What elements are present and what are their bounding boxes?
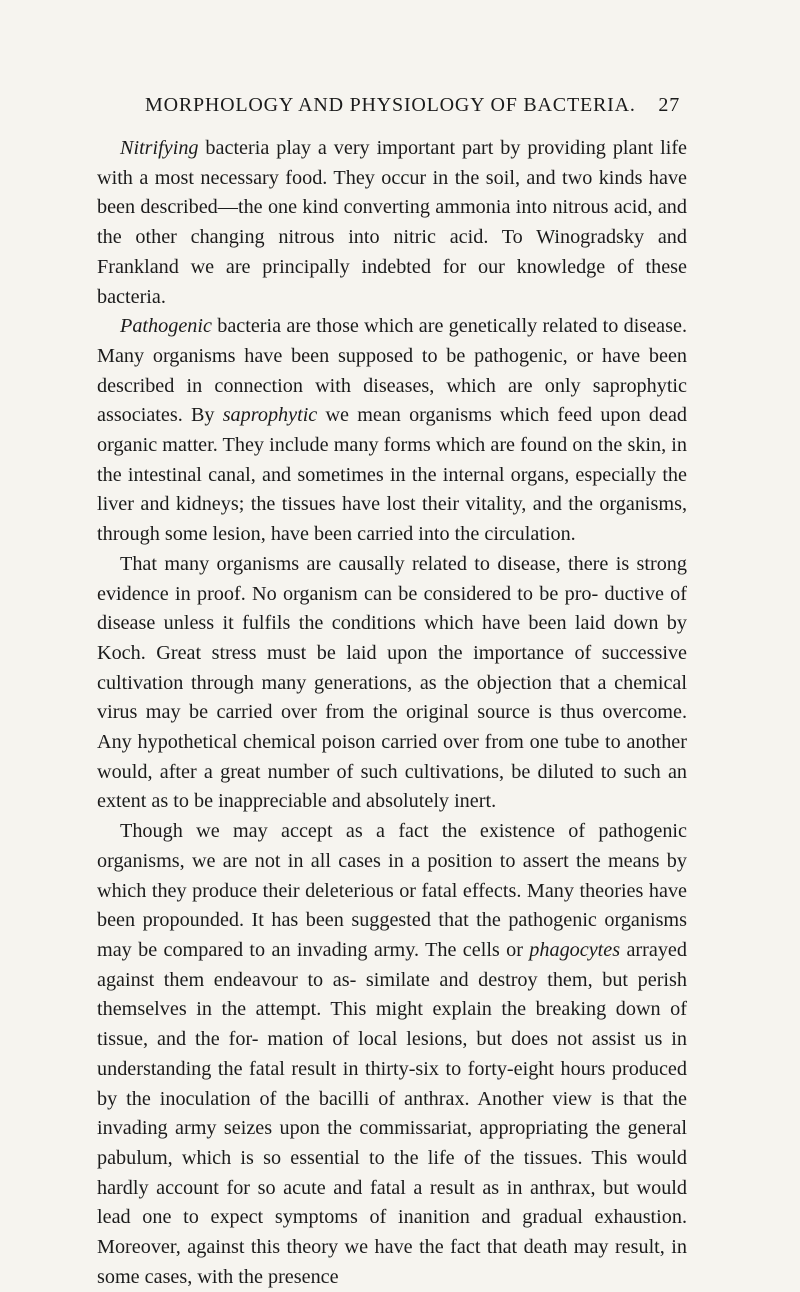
paragraph-text: Though we may accept as a fact the existence of pathogenic organisms, we are not in all cases in a position to assert the means by which they produce their deleterious or fatal effects. Many theories have been propounded. It has been suggested that the pathogenic organisms may be compared to an invading army. The cells or xyxy=(97,820,687,961)
paragraph-text: we mean organisms which feed upon dead organic matter. They include many forms which are found on the skin, in the intestinal canal, and sometimes in the internal organs, especially the liver and kidneys; the tissues have lost their vitality, and the organisms, through some lesion, have been carried into the circulation. xyxy=(97,404,688,546)
term-saprophytic: saprophytic xyxy=(222,404,318,427)
paragraph-text: That many organisms are causally related to disease, there is strong evidence in proof. No organism can be considered to be pro- ductive of disease unless it fulfils the conditions which have been laid down by Koch. Great stress must be laid upon the importance of successive cultivation through many generations, as the objection that a chemical virus may be carried over from the original source is thus overcome. Any hypothetical chemical poison carried over from one tube to another would, after a great number of such cultivations, be diluted to such an extent as to be inappreciable and absolutely inert. xyxy=(97,552,687,813)
term-phagocytes: phagocytes xyxy=(529,938,621,961)
paragraph-pathogenic xyxy=(97,312,687,550)
term-pathogenic: Pathogenic xyxy=(120,315,212,338)
term-nitrifying: Nitrifying xyxy=(120,137,199,159)
page-number: 27 xyxy=(658,94,680,116)
paragraph-nitrifying xyxy=(97,134,687,312)
body-text xyxy=(97,134,687,1292)
paragraph-theories xyxy=(97,817,687,1292)
running-head-title: MORPHOLOGY AND PHYSIOLOGY OF BACTERIA. xyxy=(145,94,636,116)
paragraph-text: arrayed against them endeavour to as- similate and destroy them, but perish themselves in the attempt. This might explain the breaking down of tissue, and the for- mation of local lesions, but does not assist us in understanding the fatal result in thirty-six to forty-eight hours produced by the inoculation of the bacilli of anthrax. Another view is that the invading army seizes upon the commissariat, appropriating the general pabulum, which is so essential to the life of the tissues. This would hardly account for so acute and fatal a result as in anthrax, but would lead one to expect symptoms of inanition and gradual exhaustion. Moreover, against this theory we have the fact that death may result, in some cases, with the presence xyxy=(97,938,687,1288)
running-head xyxy=(145,94,680,124)
paragraph-text: bacteria play a very important part by providing plant life with a most necessary food. They occur in the soil, and two kinds have been described—the one kind converting ammonia into nitrous acid, and the other changing nitrous into nitric acid. To Winogradsky and Frankland we are principally indebted for our knowledge of these bacteria. xyxy=(97,137,687,308)
paragraph-koch xyxy=(97,550,687,817)
paragraph-text: bacteria are those which are genetically related to disease. Many organisms have been supposed to be pathogenic, or have been described in connection with diseases, which are only saprophytic associates. By xyxy=(97,315,687,427)
